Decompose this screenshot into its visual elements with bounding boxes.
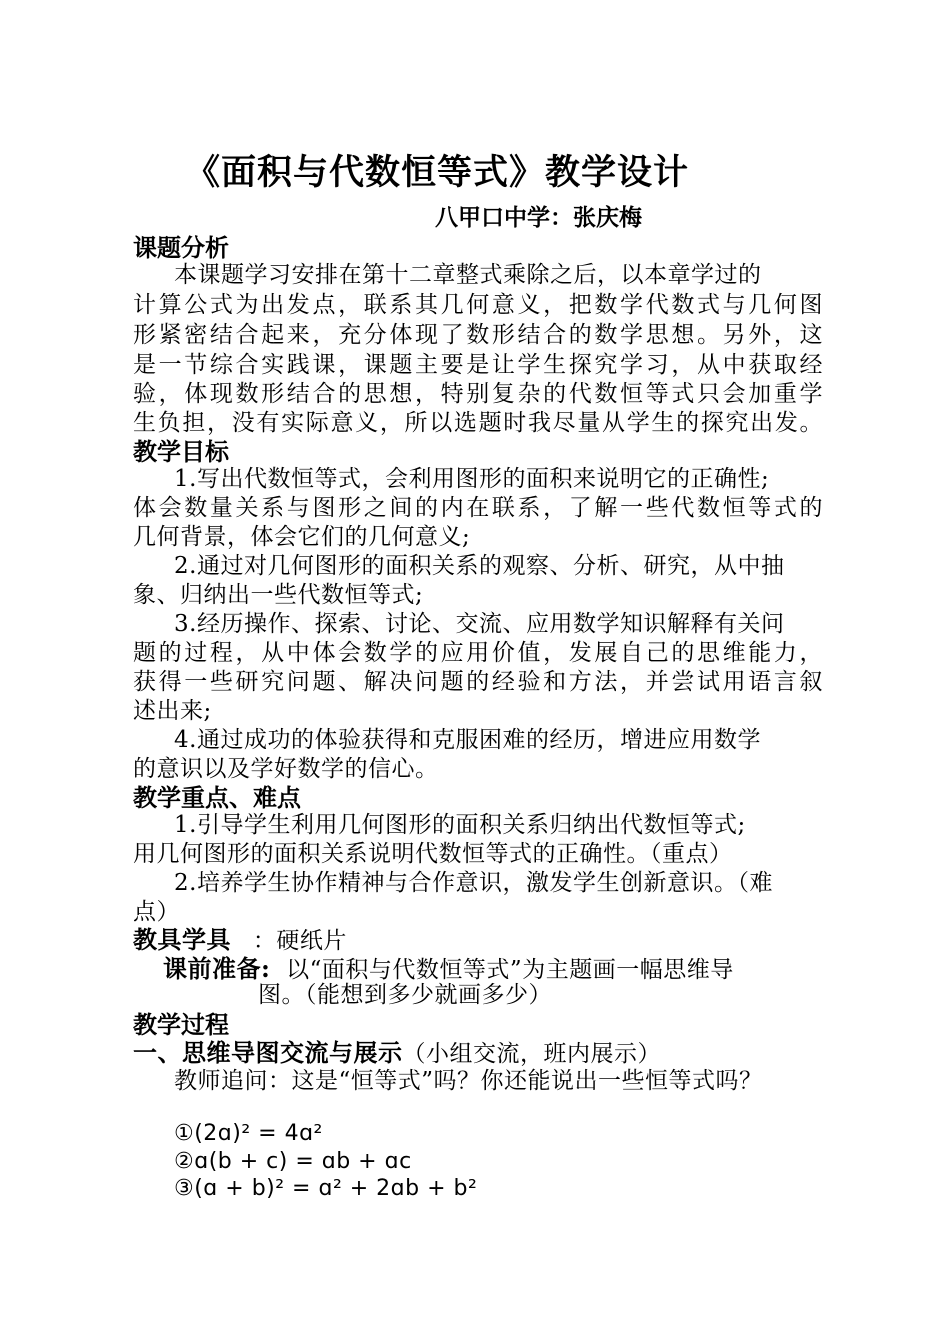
paragraph-line: 3.经历操作、探索、讨论、交流、应用数学知识解释有关问 bbox=[174, 611, 785, 637]
heading-teaching-goals: 教学目标 bbox=[133, 437, 229, 466]
paragraph-line: 象、归纳出一些代数恒等式; bbox=[133, 582, 424, 608]
paragraph-line: 体会数量关系与图形之间的内在联系，了解一些代数恒等式的 bbox=[133, 495, 823, 521]
step1-label: 一、思维导图交流与展示 bbox=[133, 1038, 403, 1067]
tools-value: ：硬纸片 bbox=[252, 928, 347, 954]
paragraph-line: 2.培养学生协作精神与合作意识，激发学生创新意识。（难 bbox=[174, 870, 773, 896]
author-line: 八甲口中学：张庆梅 bbox=[435, 204, 642, 231]
paragraph-line: 几何背景，体会它们的几何意义; bbox=[133, 524, 471, 550]
paragraph-line: 本课题学习安排在第十二章整式乘除之后，以本章学过的 bbox=[174, 262, 762, 288]
formula-2: ②ɑ(b + c) = ɑb + ɑc bbox=[174, 1149, 412, 1174]
paragraph-line: 计算公式为出发点，联系其几何意义，把数学代数式与几何图 bbox=[133, 292, 823, 318]
heading-course-analysis: 课题分析 bbox=[133, 233, 229, 262]
paragraph-line: 验，体现数形结合的思想，特别复杂的代数恒等式只会加重学 bbox=[133, 381, 823, 407]
paragraph-line: 1.写出代数恒等式，会利用图形的面积来说明它的正确性; bbox=[174, 466, 770, 492]
paragraph-line: 生负担，没有实际意义，所以选题时我尽量从学生的探究出发。 bbox=[133, 410, 823, 436]
tools-label: 教具学具 bbox=[133, 925, 231, 954]
paragraph-line: 1.引导学生利用几何图形的面积关系归纳出代数恒等式; bbox=[174, 812, 746, 838]
formula-3: ③(ɑ + b)² = ɑ² + 2ɑb + b² bbox=[174, 1176, 478, 1201]
heading-teaching-process: 教学过程 bbox=[133, 1010, 229, 1039]
paragraph-line: 2.通过对几何图形的面积关系的观察、分析、研究，从中抽 bbox=[174, 553, 785, 579]
formula-1: ①(2ɑ)² = 4ɑ² bbox=[174, 1121, 323, 1146]
document-title: 《面积与代数恒等式》教学设计 bbox=[185, 152, 690, 193]
paragraph-line: 获得一些研究问题、解决问题的经验和方法，并尝试用语言叙 bbox=[133, 669, 823, 695]
prep-text: 以“面积与代数恒等式”为主题画一幅思维导 bbox=[286, 957, 734, 983]
paragraph-line: 是一节综合实践课，课题主要是让学生探究学习，从中获取经 bbox=[133, 352, 823, 378]
paragraph-line: 的意识以及学好数学的信心。 bbox=[133, 756, 439, 782]
step1-note: （小组交流，班内展示） bbox=[402, 1041, 661, 1067]
teacher-question: 教师追问：这是“恒等式”吗？你还能说出一些恒等式吗？ bbox=[174, 1068, 763, 1094]
paragraph-line: 述出来; bbox=[133, 698, 212, 724]
paragraph-line: 用几何图形的面积关系说明代数恒等式的正确性。（重点） bbox=[133, 841, 733, 867]
paragraph-line: 4.通过成功的体验获得和克服困难的经历，增进应用数学 bbox=[174, 727, 761, 753]
paragraph-line: 题的过程，从中体会数学的应用价值，发展自己的思维能力， bbox=[133, 640, 823, 666]
paragraph-line: 形紧密结合起来，充分体现了数形结合的数学思想。另外，这 bbox=[133, 322, 823, 348]
prep-label: 课前准备: bbox=[163, 954, 271, 983]
heading-key-points: 教学重点、难点 bbox=[133, 783, 301, 812]
paragraph-line: 图。（能想到多少就画多少） bbox=[258, 982, 552, 1008]
paragraph-line: 点） bbox=[133, 899, 180, 925]
